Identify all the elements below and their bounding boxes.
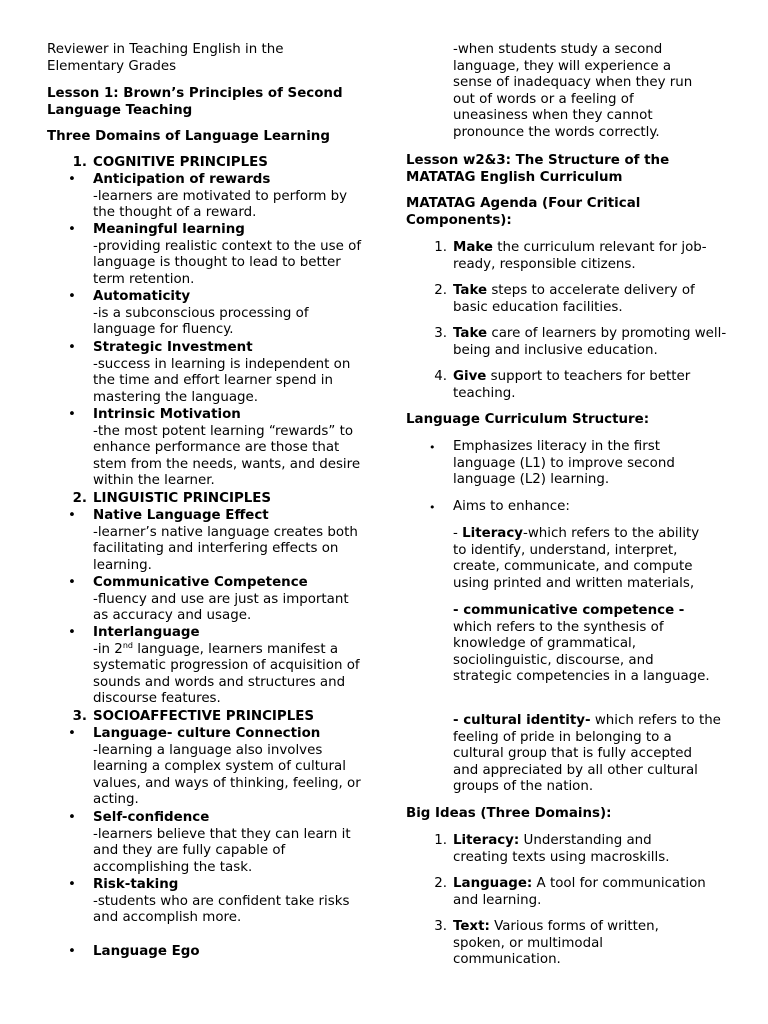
section-heading-socioaffective: 3. SOCIOAFFECTIVE PRINCIPLES [93, 709, 314, 726]
bullet-icon: • [68, 726, 76, 741]
bigidea-item: 1. Literacy: Understanding and creating texts using macroskills. [453, 833, 703, 866]
list-number: 1. [72, 155, 87, 170]
document-title: Reviewer in Teaching English in the Elementary Grades [47, 42, 284, 74]
agenda-item: 1. Make the curriculum relevant for job-ready, responsible citizens. [453, 240, 728, 273]
principle-term: Automaticity [93, 289, 191, 304]
list-number: 1. [434, 833, 447, 848]
bigidea-item: 3. Text: Various forms of written, spoken, or multimodal communication. [453, 919, 693, 969]
bullet-icon: • [68, 222, 76, 237]
list-number: 1. [434, 240, 447, 255]
principle-item [68, 810, 368, 876]
principle-item [68, 508, 368, 574]
agenda-item: 3. Take care of learners by promoting well-being and inclusive education. [453, 326, 728, 359]
bullet-icon: • [68, 289, 76, 304]
principle-definition: -the most potent learning “rewards” to enhance performance are those that stem from the needs, wants, and desire within the learner. [93, 423, 361, 489]
principle-definition: -students who are confident take risks and accomplish more. [93, 893, 350, 926]
principle-item [68, 222, 368, 288]
bullet-icon: • [68, 575, 76, 590]
aim-item: - Literacy-which refers to the ability to identify, understand, interpret, create, communicate, and compute using printed and written materials, [453, 526, 700, 591]
principle-definition: -learning a language also involves learning a complex system of cultural values, and ways of thinking, feeling, or acting. [93, 742, 361, 808]
section-heading-cognitive: 1. COGNITIVE PRINCIPLES [93, 155, 268, 172]
bullet-icon: • [68, 172, 76, 187]
principle-definition: -learners are motivated to perform by the thought of a reward. [93, 188, 348, 221]
principle-definition: -learners believe that they can learn it and they are fully capable of accomplishing the task. [93, 826, 351, 875]
principle-term: Anticipation of rewards [93, 172, 271, 187]
principle-item [68, 877, 368, 927]
list-number: 3. [434, 326, 447, 341]
principle-definition: -in 2nd language, learners manifest a systematic progression of acquisition of sounds and words and structures and discourse features. [93, 640, 360, 707]
bullet-icon: • [68, 810, 76, 825]
principle-term: Interlanguage [93, 625, 200, 640]
principle-term: Native Language Effect [93, 508, 269, 523]
agenda-item: 2. Take steps to accelerate delivery of basic education facilities. [453, 283, 728, 316]
structure-item: • Emphasizes literacy in the first language (L1) to improve second language (L2) learning. [429, 439, 675, 488]
bullet-icon: • [68, 407, 76, 422]
principle-item [68, 944, 368, 961]
principle-item [68, 172, 368, 222]
bullet-icon: • [429, 441, 436, 454]
aim-item: - communicative competence - which refers to the synthesis of knowledge of grammatical, sociolinguistic, discourse, and strategic competencies in a language. [453, 603, 710, 685]
principle-definition: -fluency and use are just as important as accuracy and usage. [93, 591, 349, 624]
lesson23-title: Lesson w2&3: The Structure of the MATATAG English Curriculum [406, 153, 670, 185]
ordinal-superscript: nd [122, 640, 133, 650]
principle-term: Meaningful learning [93, 222, 245, 237]
principle-term: Intrinsic Motivation [93, 407, 241, 422]
bullet-icon: • [68, 944, 76, 959]
list-number: 3. [434, 919, 447, 934]
agenda-item: 4. Give support to teachers for better teaching. [453, 369, 728, 402]
continued-definition: -when students study a second language, they will experience a sense of inadequacy when they run out of words or a feeling of uneasiness when they cannot pronounce the words correctly. [453, 42, 693, 140]
list-number: 3. [72, 709, 87, 724]
principle-item [68, 575, 368, 625]
principle-definition: -is a subconscious processing of language for fluency. [93, 305, 309, 338]
principle-item [68, 289, 368, 339]
lesson1-title: Lesson 1: Brown’s Principles of Second Language Teaching [47, 86, 343, 118]
list-number: 2. [72, 491, 87, 506]
agenda-title: MATATAG Agenda (Four Critical Components): [406, 196, 641, 228]
structure-item: • Aims to enhance: [453, 499, 708, 516]
list-number: 2. [434, 283, 447, 298]
principle-item [68, 625, 368, 708]
structure-title: Language Curriculum Structure: [406, 412, 650, 427]
principle-term: Risk-taking [93, 877, 179, 892]
principle-term: Self-confidence [93, 810, 210, 825]
principle-definition: -providing realistic context to the use of language is thought to lead to better term retention. [93, 238, 362, 287]
bullet-icon: • [68, 877, 76, 892]
bullet-icon: • [68, 625, 76, 640]
principle-item [68, 407, 368, 490]
principle-term: Language- culture Connection [93, 726, 321, 741]
principle-item [68, 340, 368, 406]
principle-definition: -success in learning is independent on the time and effort learner spend in mastering the language. [93, 356, 351, 405]
list-number: 2. [434, 876, 447, 891]
aim-item: - cultural identity- which refers to the feeling of pride in belonging to a cultural group that is fully accepted and appreciated by all other cultural groups of the nation. [453, 713, 721, 795]
bullet-icon: • [68, 508, 76, 523]
bigidea-item: 2. Language: A tool for communication and learning. [453, 876, 733, 909]
principle-term: Language Ego [93, 944, 200, 959]
bigideas-title: Big Ideas (Three Domains): [406, 806, 612, 821]
list-number: 4. [434, 369, 447, 384]
section-heading-linguistic: 2. LINGUISTIC PRINCIPLES [93, 491, 271, 508]
bullet-icon: • [429, 501, 436, 514]
bullet-icon: • [68, 340, 76, 355]
principle-item [68, 726, 368, 809]
principle-term: Strategic Investment [93, 340, 253, 355]
domains-title: Three Domains of Language Learning [47, 129, 330, 144]
principle-term: Communicative Competence [93, 575, 308, 590]
principle-definition: -learner’s native language creates both facilitating and interfering effects on learning. [93, 524, 358, 573]
